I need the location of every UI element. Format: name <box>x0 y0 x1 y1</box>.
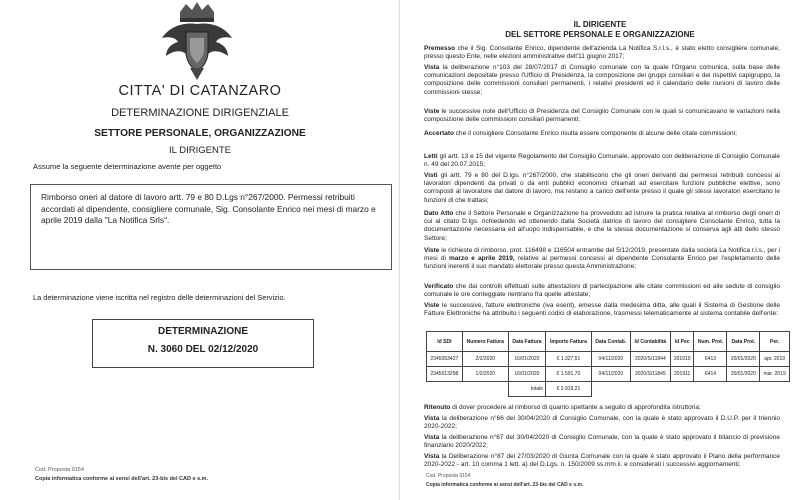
table-total-value: € 2.919,21 <box>546 382 592 397</box>
paragraph-premesso <box>424 45 780 61</box>
paragraph-text: la Deliberazione n°87 del 27/03/2020 di Giunta Comunale con la quale è stato approvato il Piano della performance 2020-2022 - art. 10 comma 1 lett. a) del D.Lgs. n. 150/2009 ss.mm.ii. e considerati i successivi aggiornamenti; <box>424 453 780 469</box>
table-cell: 2/2/2020 <box>462 352 508 367</box>
table-cell: 201911 <box>670 367 694 382</box>
table-cell: € 1.591,70 <box>546 367 592 382</box>
paragraph-visti-artt <box>424 172 780 205</box>
sector-name: SETTORE PERSONALE, ORGANIZZAZIONE <box>94 128 306 139</box>
copy-note: Copia informatica conforme ai sensi dell'art. 23-bis del CAD e s.m. <box>35 476 209 482</box>
table-cell: 2345053427 <box>427 352 463 367</box>
paragraph-text: la deliberazione n°67 del 30/04/2020 di Consiglio Comunale, con la quale è stato approvato il bilancio di previsione finanziario 2020/2022; <box>424 434 780 450</box>
table-header-cell: Id Pec <box>670 332 694 352</box>
paragraph-keyword: marzo e aprile 2019, <box>449 255 515 263</box>
paragraph-text: relative ai permessi concessi al dipendente Consolante Enrico per l'espletamento delle funzioni inerenti il suo mandato elettorale presso questa Amministrazione; <box>424 255 780 271</box>
table-cell: mar. 2019 <box>760 367 790 382</box>
document-type: DETERMINAZIONE DIRIGENZIALE <box>111 107 289 119</box>
subject-box <box>30 184 392 270</box>
paragraph-verificato <box>424 283 780 299</box>
header-dirigente: IL DIRIGENTE <box>573 20 627 29</box>
table-cell: € 1.327,51 <box>546 352 592 367</box>
paragraph-keyword: Visti <box>424 172 438 179</box>
table-header-cell: Num. Prot. <box>694 332 727 352</box>
table-header-cell: Per. <box>760 332 790 352</box>
paragraph-text: le successive, fatture elettroniche (iva esent), emesse dalla medesima ditta, alle quali il Sistema di Gestione delle Fatture Elettroniche ha attribuito i seguenti codici di elaborazione, trasmessi telematicamente al sistema contabile dell'ente: <box>424 302 780 318</box>
table-blank-cell <box>427 382 509 397</box>
table-header-cell: Data Fattura <box>508 332 545 352</box>
paragraph-viste-fatture <box>424 302 780 318</box>
table-cell: 6413 <box>694 352 727 367</box>
assume-text: Assume la seguente determinazione avente per oggetto <box>33 162 222 171</box>
table-cell: 16/01/2020 <box>508 352 545 367</box>
dirigente-label: IL DIRIGENTE <box>169 145 231 156</box>
table-header-row <box>427 332 790 352</box>
table-row <box>427 367 790 382</box>
paragraph-text: gli artt. 13 e 15 del vigente Regolamento del Consiglio Comunale, approvato con deliberazione di Consiglio Comunale n. 49 del 20.07.2015; <box>424 153 780 169</box>
table-cell: 04/11/2020 <box>591 367 630 382</box>
paragraph-text: la deliberazione n°103 del 28/07/2017 di Consiglio comunale con la quale l'Organo comunica, sulla base delle comunicazioni depositate presso l'Ufficio di Presidenza, la composizione dei gruppi consiliari e dei rispettivi capigruppo, la composizione delle commissioni consiliari permanenti, i relativi presidenti ed il calendario delle riunioni di lavoro delle commissioni stesse; <box>424 64 780 96</box>
paragraph-text: che il consigliere Consolante Enrico risulta essere componente di alcune delle citate commissioni; <box>453 130 737 137</box>
paragraph-dato-atto <box>424 210 780 243</box>
paragraph-viste-richieste <box>424 247 780 272</box>
cod-proposta: Cod. Proposta 9154 <box>426 473 471 479</box>
table-cell: 6414 <box>694 367 727 382</box>
table-cell: 20/01/2020 <box>727 352 760 367</box>
table-cell: apr. 2019 <box>760 352 790 367</box>
determination-box <box>92 319 314 368</box>
table-header-cell: Importo Fattura <box>546 332 592 352</box>
paragraph-accertato <box>424 130 780 138</box>
table-cell: 1/2/2020 <box>462 367 508 382</box>
table-header-cell: Id SDI <box>427 332 463 352</box>
paragraph-keyword: Viste <box>424 302 440 309</box>
paragraph-keyword: Ritenuto <box>424 404 451 411</box>
city-name: CITTA' DI CATANZARO <box>118 83 282 99</box>
paragraph-keyword: Premesso <box>424 45 456 52</box>
cod-proposta: Cod. Proposta 9154 <box>35 467 84 473</box>
paragraph-keyword: Viste <box>424 247 440 254</box>
paragraph-text: le successive note dell'Ufficio di Presidenza del Consiglio Comunale con le quali si comunicavano le variazioni nella composizione delle commissioni consiliari permanenti; <box>424 108 780 124</box>
table-cell: 2345013298 <box>427 367 463 382</box>
table-body <box>427 352 790 397</box>
paragraph-keyword: Vista <box>424 453 440 460</box>
table-header-cell: Data Prot. <box>727 332 760 352</box>
table-cell: 2020/S/11845 <box>630 367 670 382</box>
table-row <box>427 352 790 367</box>
table-header-cell: Id Contabilità <box>630 332 670 352</box>
paragraph-ritenuto <box>424 404 780 412</box>
table-cell: 20/01/2020 <box>727 367 760 382</box>
paragraph-keyword: Vista <box>424 415 440 422</box>
paragraph-vista-deliberazione-103 <box>424 64 780 97</box>
paragraph-text: gli artt. 79 e 80 del D.lgs. n°267/2000, che stabiliscono che gli oneri derivanti dai permessi retribuiti concessi ai lavoratori dipendenti da privati o da enti pubblici economici chiamati ad esercitare funzioni pubbliche elettive, sono corrisposti al lavoratore dal datore di lavoro, ma restano a carico dell'ente presso il quale gli stessi lavoratori esercitano le funzioni di che trattasi; <box>424 172 780 204</box>
table-cell: 04/11/2020 <box>591 352 630 367</box>
table-total-label: totale <box>508 382 545 397</box>
determination-title: DETERMINAZIONE <box>158 326 248 337</box>
paragraph-viste-note <box>424 108 780 124</box>
table-cell: 2020/S/11844 <box>630 352 670 367</box>
document-page-right <box>400 0 800 500</box>
paragraph-text: che il Sig. Consolante Enrico, dipendente dell'azienda La Notifica S.r.l.s., è stato eletto consigliere comunale, presso questo Ente, nelle elezioni amministrative dell'11 giugno 2017; <box>424 45 780 61</box>
determination-number: N. 3060 DEL 02/12/2020 <box>147 344 259 355</box>
paragraph-text: di dover procedere al rimborso di quanto spettante a seguito di approfondita istruttoria; <box>450 404 701 411</box>
paragraph-keyword: Letti <box>424 153 438 160</box>
paragraph-letti <box>424 153 780 169</box>
table-cell: 201910 <box>670 352 694 367</box>
coat-of-arms-icon <box>156 2 238 82</box>
copy-note: Copia informatica conforme ai sensi dell'art. 23-bis del CAD e s.m. <box>426 482 584 488</box>
header-settore: DEL SETTORE PERSONALE E ORGANIZZAZIONE <box>505 30 695 39</box>
paragraph-text: la deliberazione n°66 del 30/04/2020 di Consiglio Comunale, con la quale è stato approvato il D.U.P. per il triennio 2020-2022; <box>424 415 780 431</box>
paragraph-text: che dai controlli effettuati sulle attestazioni di partecipazione alle citate commissioni ed alle sedute di consiglio comunale le ore conteggiate rientrano fra quelle attestate; <box>424 283 780 299</box>
table-total-row <box>427 382 790 397</box>
paragraph-keyword: Dato Atto <box>424 210 454 217</box>
table-header-cell: Numero Fattura <box>462 332 508 352</box>
invoice-table <box>426 331 790 397</box>
paragraph-vista-deliberazione-87 <box>424 453 780 469</box>
paragraph-vista-deliberazione-66 <box>424 415 780 431</box>
paragraph-keyword: Verificato <box>424 283 454 290</box>
paragraph-keyword: Accertato <box>424 130 454 137</box>
paragraph-text: le richieste di rimborso, prot. 116498 e 116504 entrambe del 5/12/2019, presentate dalla società La Notifica r.l.s., per i mesi di <box>424 247 780 263</box>
paragraph-text: che il Settore Personale e Organizzazione ha provveduto ad istruire la pratica relativa al rimborso degli oneri di cui al citato D.lgs. richiedendo ed ottenendo dalla Società datrice di lavoro del consigliere Consolante Enrico, tutta la documentazione necessaria ed all'uopo indispensabile, e che la stessa documentazione si conserva agli atti dello stesso Settore; <box>424 210 780 242</box>
subject-text: Rimborso oneri al datore di lavoro artt. 79 e 80 D.Lgs n°267/2000. Permessi retribuiti accordati al dipendente, consigliere comunale, Sig. Consolante Enrico nei mesi di marzo e aprile 2019 dalla "La Notifica Srls". <box>41 192 376 225</box>
paragraph-vista-deliberazione-67 <box>424 434 780 450</box>
paragraph-keyword: Viste <box>424 108 440 115</box>
registry-note: La determinazione viene iscritta nel registro delle determinazioni del Servizio. <box>33 293 286 302</box>
table-cell: 16/01/2020 <box>508 367 545 382</box>
paragraph-keyword: Vista <box>424 434 440 441</box>
paragraph-keyword: Vista <box>424 64 440 71</box>
table-header-cell: Data Contab. <box>591 332 630 352</box>
